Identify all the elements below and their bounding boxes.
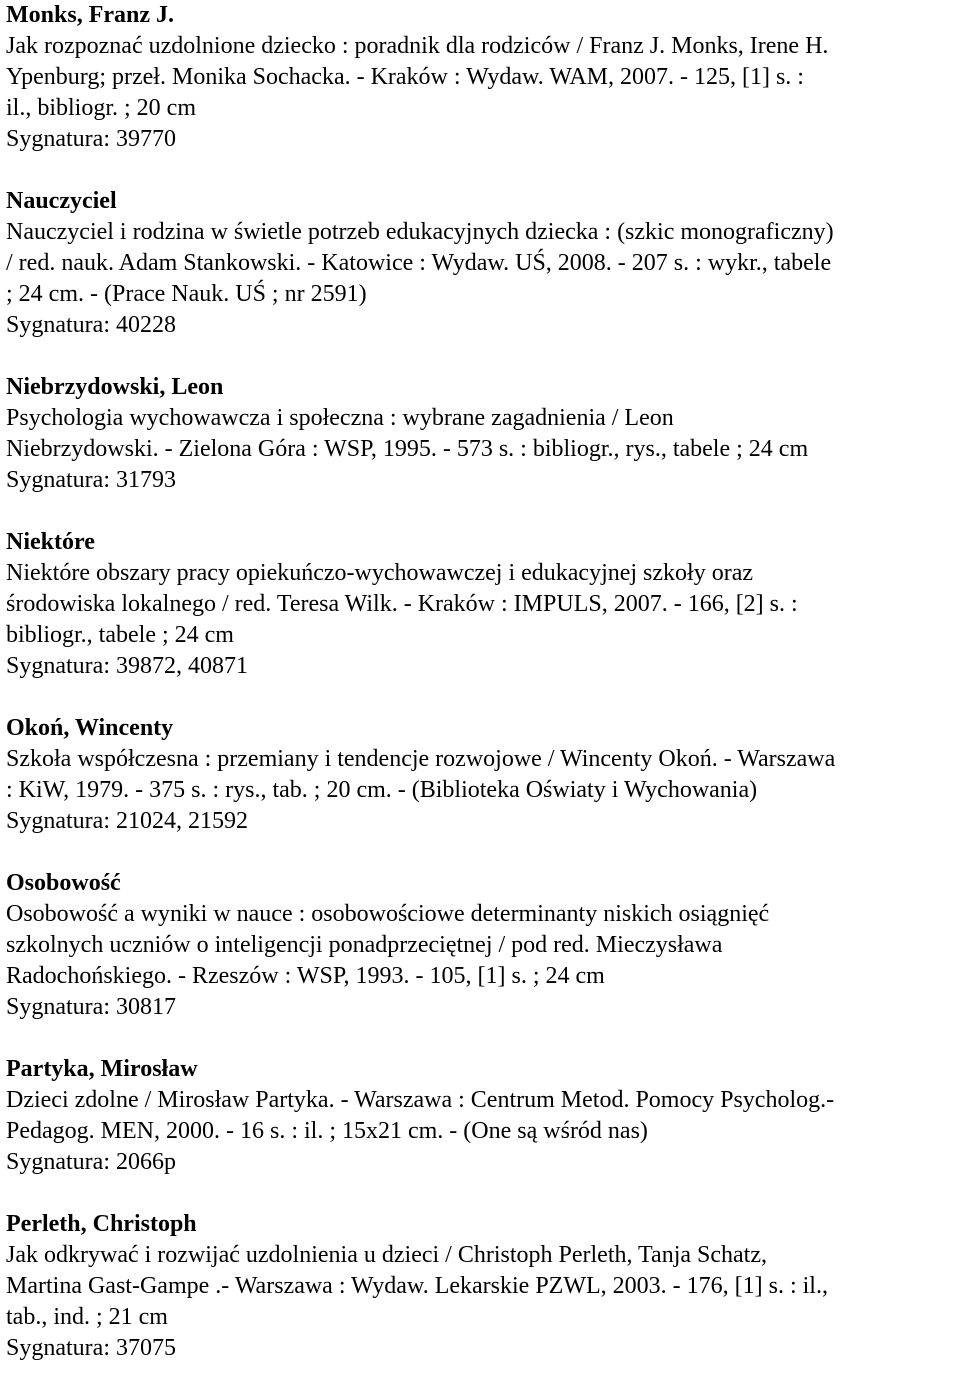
entry-heading: Partyka, Mirosław (6, 1056, 198, 1082)
entry-spacer (6, 682, 956, 713)
entry-spacer (6, 1178, 956, 1209)
entry-description-line: / red. nauk. Adam Stankowski. - Katowice : Wydaw. UŚ, 2008. - 207 s. : wykr., tabele (6, 250, 832, 276)
entry-heading: Niektóre (6, 529, 95, 555)
entry-heading: Perleth, Christoph (6, 1211, 197, 1237)
entry-description-line: Niebrzydowski. - Zielona Góra : WSP, 1995. - 573 s. : bibliogr., rys., tabele ; 24 cm (6, 436, 809, 462)
catalog-entry (6, 868, 956, 1023)
entry-description-line: Psychologia wychowawcza i społeczna : wybrane zagadnienia / Leon (6, 405, 674, 431)
entry-description-line: Ypenburg; przeł. Monika Sochacka. - Kraków : Wydaw. WAM, 2007. - 125, [1] s. : (6, 64, 804, 90)
entry-signature: Sygnatura: 39872, 40871 (6, 653, 248, 679)
catalog-entry (6, 0, 956, 155)
entry-signature: Sygnatura: 21024, 21592 (6, 808, 248, 834)
entry-description-line: : KiW, 1979. - 375 s. : rys., tab. ; 20 cm. - (Biblioteka Oświaty i Wychowania) (6, 777, 758, 803)
entry-description-line: Szkoła współczesna : przemiany i tendencje rozwojowe / Wincenty Okoń. - Warszawa (6, 746, 836, 772)
entry-description-line: szkolnych uczniów o inteligencji ponadprzeciętnej / pod red. Mieczysława (6, 932, 723, 958)
entry-description-line: Pedagog. MEN, 2000. - 16 s. : il. ; 15x21 cm. - (One są wśród nas) (6, 1118, 648, 1144)
entry-spacer (6, 496, 956, 527)
entry-description-line: Jak odkrywać i rozwijać uzdolnienia u dzieci / Christoph Perleth, Tanja Schatz, (6, 1242, 767, 1268)
entry-spacer (6, 341, 956, 372)
entry-description-line: Dzieci zdolne / Mirosław Partyka. - Warszawa : Centrum Metod. Pomocy Psycholog.- (6, 1087, 835, 1113)
entry-heading: Osobowość (6, 870, 121, 896)
entry-description-line: Nauczyciel i rodzina w świetle potrzeb edukacyjnych dziecka : (szkic monograficzny) (6, 219, 834, 245)
entry-spacer (6, 837, 956, 868)
entry-description-line: bibliogr., tabele ; 24 cm (6, 622, 234, 648)
entry-description-line: Jak rozpoznać uzdolnione dziecko : poradnik dla rodziców / Franz J. Monks, Irene H. (6, 33, 829, 59)
entry-signature: Sygnatura: 31793 (6, 467, 176, 493)
entry-description-line: Osobowość a wyniki w nauce : osobowościowe determinanty niskich osiągnięć (6, 901, 770, 927)
entry-description-line: tab., ind. ; 21 cm (6, 1304, 168, 1330)
catalog-entry (6, 1054, 956, 1178)
entry-description-line: Martina Gast-Gampe .- Warszawa : Wydaw. Lekarskie PZWL, 2003. - 176, [1] s. : il., (6, 1273, 828, 1299)
entry-spacer (6, 1023, 956, 1054)
catalog-entry (6, 372, 956, 496)
catalog-entry (6, 527, 956, 682)
catalog-entry (6, 713, 956, 837)
entry-heading: Okoń, Wincenty (6, 715, 174, 741)
catalog-page (6, 0, 956, 1364)
entry-description-line: Niektóre obszary pracy opiekuńczo-wychowawczej i edukacyjnej szkoły oraz (6, 560, 754, 586)
catalog-entry (6, 1209, 956, 1364)
entry-heading: Monks, Franz J. (6, 2, 174, 28)
entry-description-line: ; 24 cm. - (Prace Nauk. UŚ ; nr 2591) (6, 281, 367, 307)
entry-signature: Sygnatura: 39770 (6, 126, 176, 152)
entry-description-line: il., bibliogr. ; 20 cm (6, 95, 196, 121)
entry-signature: Sygnatura: 37075 (6, 1335, 176, 1361)
catalog-entry (6, 186, 956, 341)
entry-heading: Nauczyciel (6, 188, 117, 214)
entry-signature: Sygnatura: 2066p (6, 1149, 176, 1175)
entry-signature: Sygnatura: 40228 (6, 312, 176, 338)
entry-description-line: środowiska lokalnego / red. Teresa Wilk. - Kraków : IMPULS, 2007. - 166, [2] s. : (6, 591, 798, 617)
entry-heading: Niebrzydowski, Leon (6, 374, 224, 400)
entry-signature: Sygnatura: 30817 (6, 994, 176, 1020)
entry-description-line: Radochońskiego. - Rzeszów : WSP, 1993. - 105, [1] s. ; 24 cm (6, 963, 605, 989)
entry-spacer (6, 155, 956, 186)
